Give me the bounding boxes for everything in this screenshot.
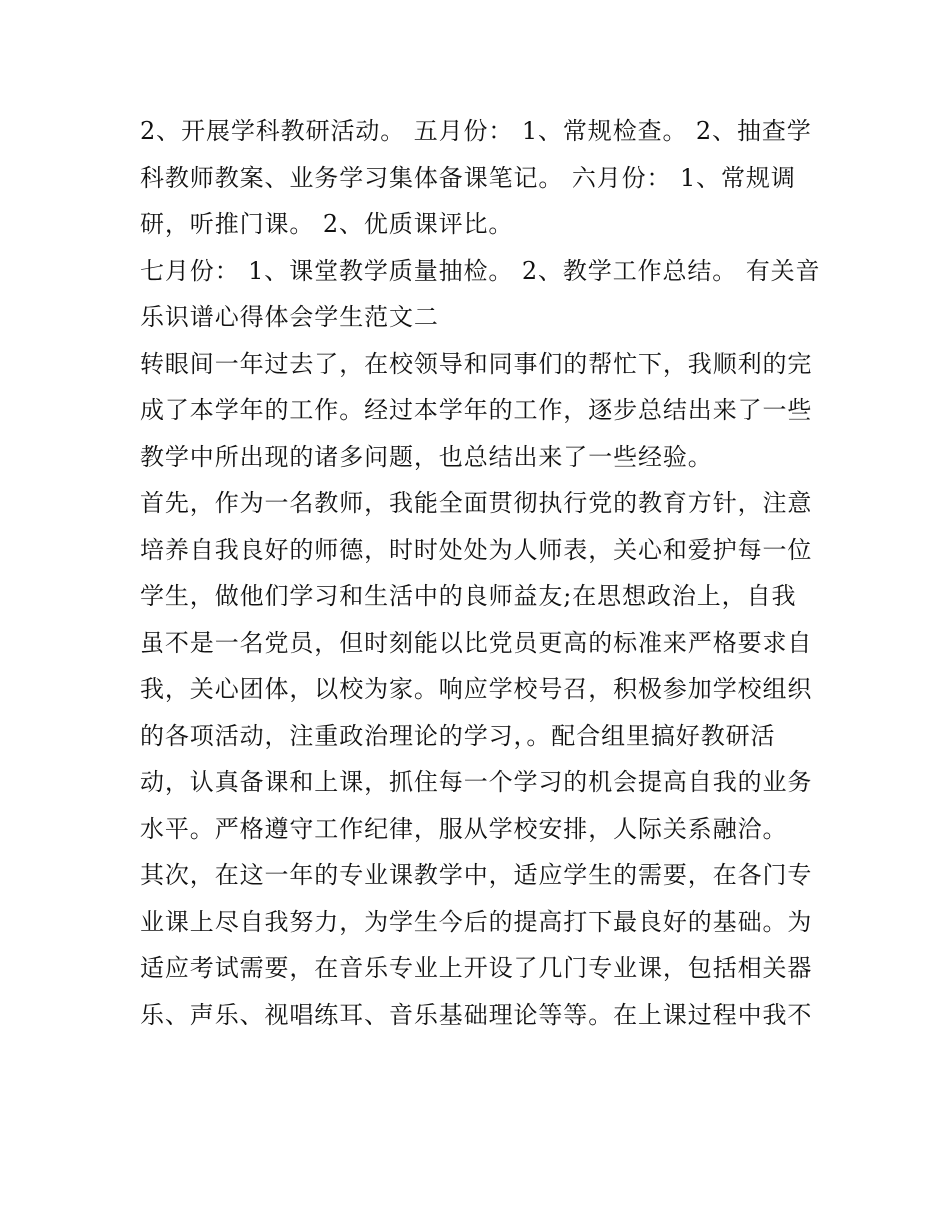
text-line: 乐识谱心得体会学生范文二: [140, 303, 439, 331]
paragraph-first: [140, 480, 820, 852]
text-line: 培养自我良好的师德，时时处处为人师表，关心和爱护每一位: [140, 535, 813, 564]
text-line: 首先，作为一名教师，我能全面贯彻执行党的教育方针，注意: [140, 489, 813, 517]
paragraph-intro: [140, 341, 820, 481]
text-line: 成了本学年的工作。经过本学年的工作，逐步总结出来了一些: [140, 396, 813, 424]
text-line: 七月份： 1、课堂教学质量抽检。 2、教学工作总结。 有关音: [140, 256, 821, 285]
document-page: [140, 108, 820, 1038]
text-line: 其次，在这一年的专业课教学中，适应学生的需要，在各门专: [140, 861, 813, 889]
text-line: 学生，做他们学习和生活中的良师益友;在思想政治上，自我: [140, 582, 797, 610]
text-line: 科教师教案、业务学习集体备课笔记。 六月份： 1、常规调: [140, 163, 796, 192]
text-line: 我，关心团体，以校为家。响应学校号召，积极参加学校组织: [140, 675, 813, 703]
text-line: 业课上尽自我努力，为学生今后的提高打下最良好的基础。为: [140, 907, 813, 936]
text-line: 乐、声乐、视唱练耳、音乐基础理论等等。在上课过程中我不: [140, 1000, 813, 1029]
text-line: 2、开展学科教研活动。 五月份： 1、常规检查。 2、抽查学: [140, 117, 812, 145]
paragraph-second: [140, 852, 820, 1038]
paragraph-schedule-july: [140, 248, 820, 341]
text-line: 水平。严格遵守工作纪律，服从学校安排，人际关系融洽。: [140, 814, 788, 843]
paragraph-schedule-april-june: [140, 108, 820, 248]
text-line: 转眼间一年过去了，在校领导和同事们的帮忙下，我顺利的完: [140, 349, 813, 378]
text-line: 动，认真备课和上课，抓住每一个学习的机会提高自我的业务: [140, 768, 813, 796]
text-line: 研，听推门课。 2、优质课评比。: [140, 210, 514, 238]
text-line: 的各项活动，注重政治理论的学习，。配合组里搞好教研活: [140, 721, 776, 750]
text-line: 虽不是一名党员，但时刻能以比党员更高的标准来严格要求自: [140, 628, 813, 657]
text-line: 教学中所出现的诸多问题，也总结出来了一些经验。: [140, 442, 713, 471]
text-line: 适应考试需要，在音乐专业上开设了几门专业课，包括相关器: [140, 954, 813, 982]
